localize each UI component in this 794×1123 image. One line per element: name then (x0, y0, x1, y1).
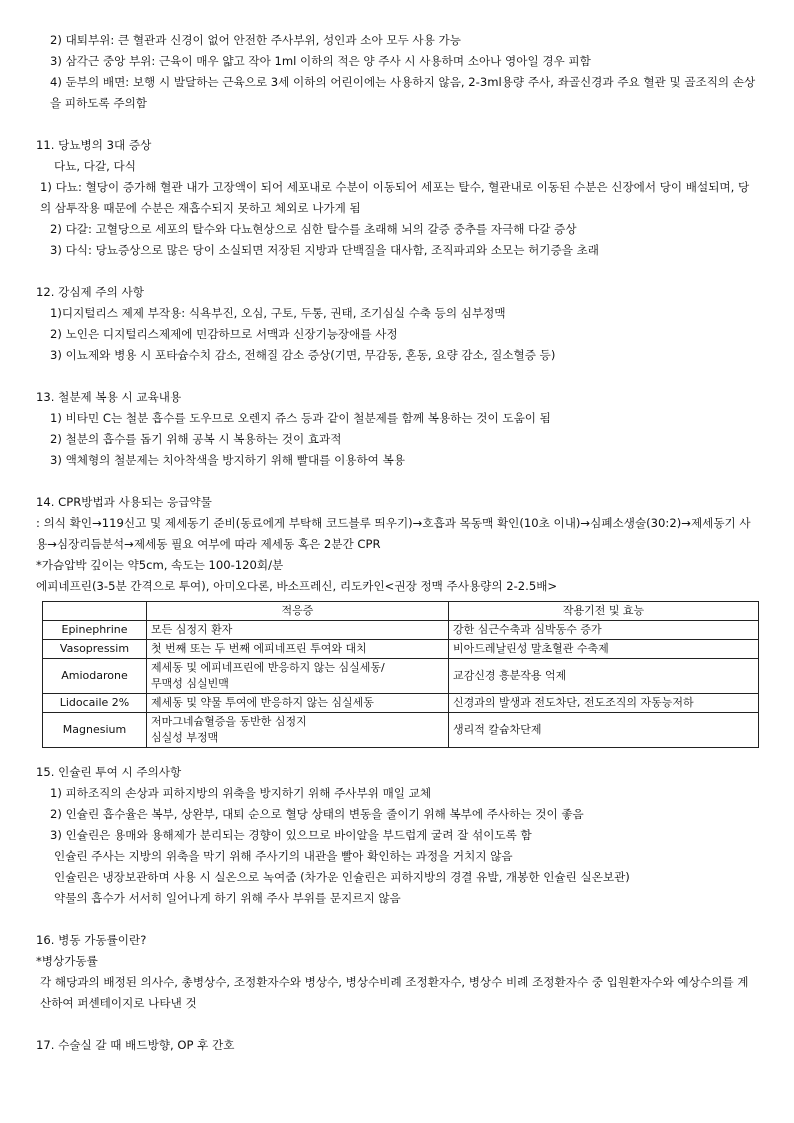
section-11-title: 11. 당뇨병의 3대 증상 (36, 138, 152, 152)
drug-effect: 신경과의 발생과 전도차단, 전도조직의 자동능저하 (449, 694, 759, 713)
section-12-title: 12. 강심제 주의 사항 (36, 285, 144, 299)
drug-table-row (43, 640, 759, 659)
section-11-item-2: 2) 다갈: 고혈당으로 세포의 탈수와 다뇨현상으로 심한 탈수를 초래해 뇌의 갈증 중추를 자극해 다갈 증상 (50, 222, 577, 236)
drug-name: Amiodarone (43, 659, 147, 694)
drug-indication (147, 659, 449, 694)
section-13-item-3: 3) 액체형의 철분제는 치아착색을 방지하기 위해 빨대를 이용하여 복용 (50, 453, 405, 467)
drug-effect: 교감신경 흥분작용 억제 (449, 659, 759, 694)
drug-name: Lidocaile 2% (43, 694, 147, 713)
section-12-item-2: 2) 노인은 디지털리스제제에 민감하므로 서맥과 신장기능장애를 사정 (50, 327, 398, 341)
drug-indication-line: 제세동 및 에피네프린에 반응하지 않는 심실세동/ (151, 661, 385, 674)
section-13-title: 13. 철분제 복용 시 교육내용 (36, 390, 182, 404)
section-14-title: 14. CPR방법과 사용되는 응급약물 (36, 495, 212, 509)
drug-indication-line: 제세동 및 약물 투여에 반응하지 않는 심실세동 (151, 696, 374, 709)
section-14-note: *가슴압박 깊이는 약5cm, 속도는 100-120회/분 (36, 558, 284, 572)
section-11-item-1: 1) 다뇨: 혈당이 증가해 혈관 내가 고장액이 되어 세포내로 수분이 이동되어 세포는 탈수, 혈관내로 이동된 수분은 신장에서 당이 배설되며, 당의 삼투작용 때문에 수분은 재흡수되지 못하고 체외로 나가게 됨 (40, 180, 750, 215)
drug-table-header-indication: 적응증 (147, 602, 449, 621)
drug-table-header-row (43, 602, 759, 621)
drug-effect: 강한 심근수축과 심박동수 증가 (449, 621, 759, 640)
section-11-summary: 다뇨, 다갈, 다식 (54, 159, 136, 173)
section-14-body: : 의식 확인→119신고 및 제세동기 준비(동료에게 부탁해 코드블루 띄우기)→호흡과 목동맥 확인(10초 이내)→심폐소생술(30:2)→제세동기 사용→심장리듬분석→제세동 필요 여부에 따라 제세동 혹은 2분간 CPR (36, 516, 751, 551)
section-15-title: 15. 인슐린 투여 시 주의사항 (36, 765, 182, 779)
section-12-item-1: 1)디지털리스 제제 부작용: 식욕부진, 오심, 구토, 두통, 권태, 조기심실 수축 등의 심부정맥 (50, 306, 506, 320)
drug-effect: 생리적 칼슘차단제 (449, 713, 759, 748)
section-16-title: 16. 병동 가동률이란? (36, 933, 147, 947)
section-12-item-3: 3) 이뇨제와 병용 시 포타슘수치 감소, 전해질 감소 증상(기면, 무감동, 혼동, 요량 감소, 질소혈증 등) (50, 348, 556, 362)
section-15-note-2: 인슐린은 냉장보관하며 사용 시 실온으로 녹여줌 (차가운 인슐린은 피하지방의 경결 유발, 개봉한 인슐린 실온보관) (54, 870, 630, 884)
drug-table-row (43, 621, 759, 640)
drug-indication (147, 621, 449, 640)
drug-name: Magnesium (43, 713, 147, 748)
drug-table-header-blank (43, 602, 147, 621)
section-15-item-2: 2) 인슐린 흡수율은 복부, 상완부, 대퇴 순으로 혈당 상태의 변동을 줄이기 위해 복부에 주사하는 것이 좋음 (50, 807, 584, 821)
drug-table-row (43, 659, 759, 694)
section-17-title: 17. 수술실 갈 때 배드방향, OP 후 간호 (36, 1038, 235, 1052)
drug-indication-line: 저마그네슘혈증을 동반한 심정지 (151, 715, 307, 728)
drug-indication-line: 무맥성 심실빈맥 (151, 677, 229, 690)
drug-table (42, 601, 759, 748)
drug-table-row (43, 694, 759, 713)
section-14-drugs: 에피네프린(3-5분 간격으로 투여), 아미오다론, 바소프레신, 리도카인<권장 정맥 주사용량의 2-2.5배> (36, 579, 558, 593)
top-item-3: 3) 삼각근 중앙 부위: 근육이 매우 얇고 작아 1ml 이하의 적은 양 주사 시 사용하며 소아나 영아일 경우 피함 (50, 54, 591, 68)
drug-indication (147, 640, 449, 659)
section-11-item-3: 3) 다식: 당뇨증상으로 많은 당이 소실되면 저장된 지방과 단백질을 대사함, 조직파괴와 소모는 허기증을 초래 (50, 243, 599, 257)
section-13-item-2: 2) 철분의 흡수를 돕기 위해 공복 시 복용하는 것이 효과적 (50, 432, 342, 446)
drug-indication (147, 694, 449, 713)
document-page (36, 30, 758, 1056)
drug-effect: 비아드레날린성 말초혈관 수축제 (449, 640, 759, 659)
drug-name: Vasopressim (43, 640, 147, 659)
top-item-4: 4) 둔부의 배면: 보행 시 발달하는 근육으로 3세 이하의 어린이에는 사용하지 않음, 2-3ml용량 주사, 좌골신경과 주요 혈관 및 골조직의 손상을 피하도록 주의함 (50, 75, 756, 110)
drug-indication-line: 첫 번째 또는 두 번째 에피네프린 투여와 대치 (151, 642, 367, 655)
section-16-sub: *병상가동률 (36, 954, 98, 968)
section-15-item-3: 3) 인슐린은 용매와 용해제가 분리되는 경향이 있으므로 바이알을 부드럽게 굴려 잘 섞이도록 함 (50, 828, 532, 842)
drug-name: Epinephrine (43, 621, 147, 640)
top-item-2: 2) 대퇴부위: 큰 혈관과 신경이 없어 안전한 주사부위, 성인과 소아 모두 사용 가능 (50, 33, 461, 47)
drug-table-header-effect: 작용기전 및 효능 (449, 602, 759, 621)
drug-table-row (43, 713, 759, 748)
section-16-body: 각 해당과의 배정된 의사수, 총병상수, 조정환자수와 병상수, 병상수비례 조정환자수, 병상수 비례 조정환자수 중 입원환자수와 예상수의를 계산하여 퍼센테이지로 나타낸 것 (40, 975, 749, 1010)
section-15-note-1: 인슐린 주사는 지방의 위축을 막기 위해 주사기의 내관을 빨아 확인하는 과정을 거치지 않음 (54, 849, 513, 863)
drug-indication-line: 심실성 부정맥 (151, 731, 219, 744)
drug-indication-line: 모든 심정지 환자 (151, 623, 233, 636)
section-15-note-3: 약물의 흡수가 서서히 일어나게 하기 위해 주사 부위를 문지르지 않음 (54, 891, 401, 905)
section-13-item-1: 1) 비타민 C는 철분 흡수를 도우므로 오렌지 쥬스 등과 같이 철분제를 함께 복용하는 것이 도움이 됨 (50, 411, 551, 425)
section-15-item-1: 1) 피하조직의 손상과 피하지방의 위축을 방지하기 위해 주사부위 매일 교체 (50, 786, 432, 800)
drug-indication (147, 713, 449, 748)
